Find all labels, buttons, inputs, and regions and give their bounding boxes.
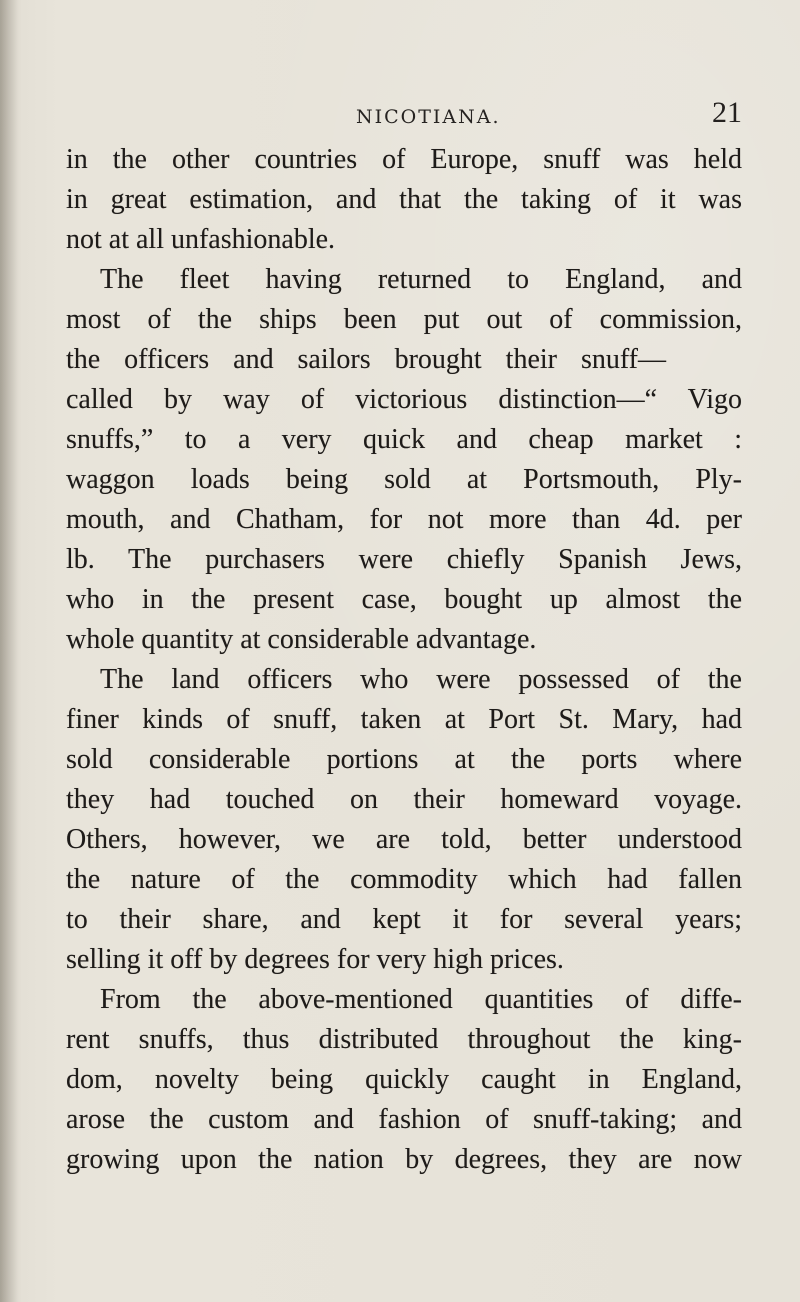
text-line: snuffs,” to a very quick and cheap market : (66, 424, 742, 455)
text-line: in the other countries of Europe, snuff was held (66, 144, 742, 175)
text-line: growing upon the nation by degrees, they are now (66, 1144, 742, 1175)
text-line: mouth, and Chatham, for not more than 4d. per (66, 504, 742, 535)
page-number: 21 (712, 96, 742, 129)
text-line: rent snuffs, thus distributed throughout the king- (66, 1024, 742, 1055)
text-line: not at all unfashionable. (66, 224, 336, 255)
text-line: finer kinds of snuff, taken at Port St. Mary, had (66, 704, 742, 735)
text-line: in great estimation, and that the taking of it was (66, 184, 742, 215)
text-line: arose the custom and fashion of snuff-taking; and (66, 1104, 742, 1135)
text-line: waggon loads being sold at Portsmouth, Ply- (66, 464, 742, 495)
text-line: sold considerable portions at the ports where (66, 744, 742, 775)
text-line: lb. The purchasers were chiefly Spanish Jews, (66, 544, 742, 575)
text-line: most of the ships been put out of commission, (66, 304, 742, 335)
text-line: The land officers who were possessed of the (100, 664, 742, 695)
text-line: the officers and sailors brought their snuff— (66, 344, 666, 375)
running-head (66, 96, 742, 132)
text-line: The fleet having returned to England, and (100, 264, 742, 295)
text-line: they had touched on their homeward voyage. (66, 784, 742, 815)
running-title: NICOTIANA. (356, 106, 501, 128)
text-line: Others, however, we are told, better understood (66, 824, 742, 855)
text-line: called by way of victorious distinction—“ Vigo (66, 384, 742, 415)
text-line: the nature of the commodity which had fallen (66, 864, 742, 895)
text-line: whole quantity at considerable advantage. (66, 624, 537, 655)
body-text (66, 140, 742, 1260)
text-line: to their share, and kept it for several years; (66, 904, 742, 935)
gutter-shadow (0, 0, 18, 1302)
text-line: From the above-mentioned quantities of diffe- (100, 984, 742, 1015)
text-line: dom, novelty being quickly caught in England, (66, 1064, 742, 1095)
text-line: selling it off by degrees for very high prices. (66, 944, 564, 975)
text-line: who in the present case, bought up almost the (66, 584, 742, 615)
